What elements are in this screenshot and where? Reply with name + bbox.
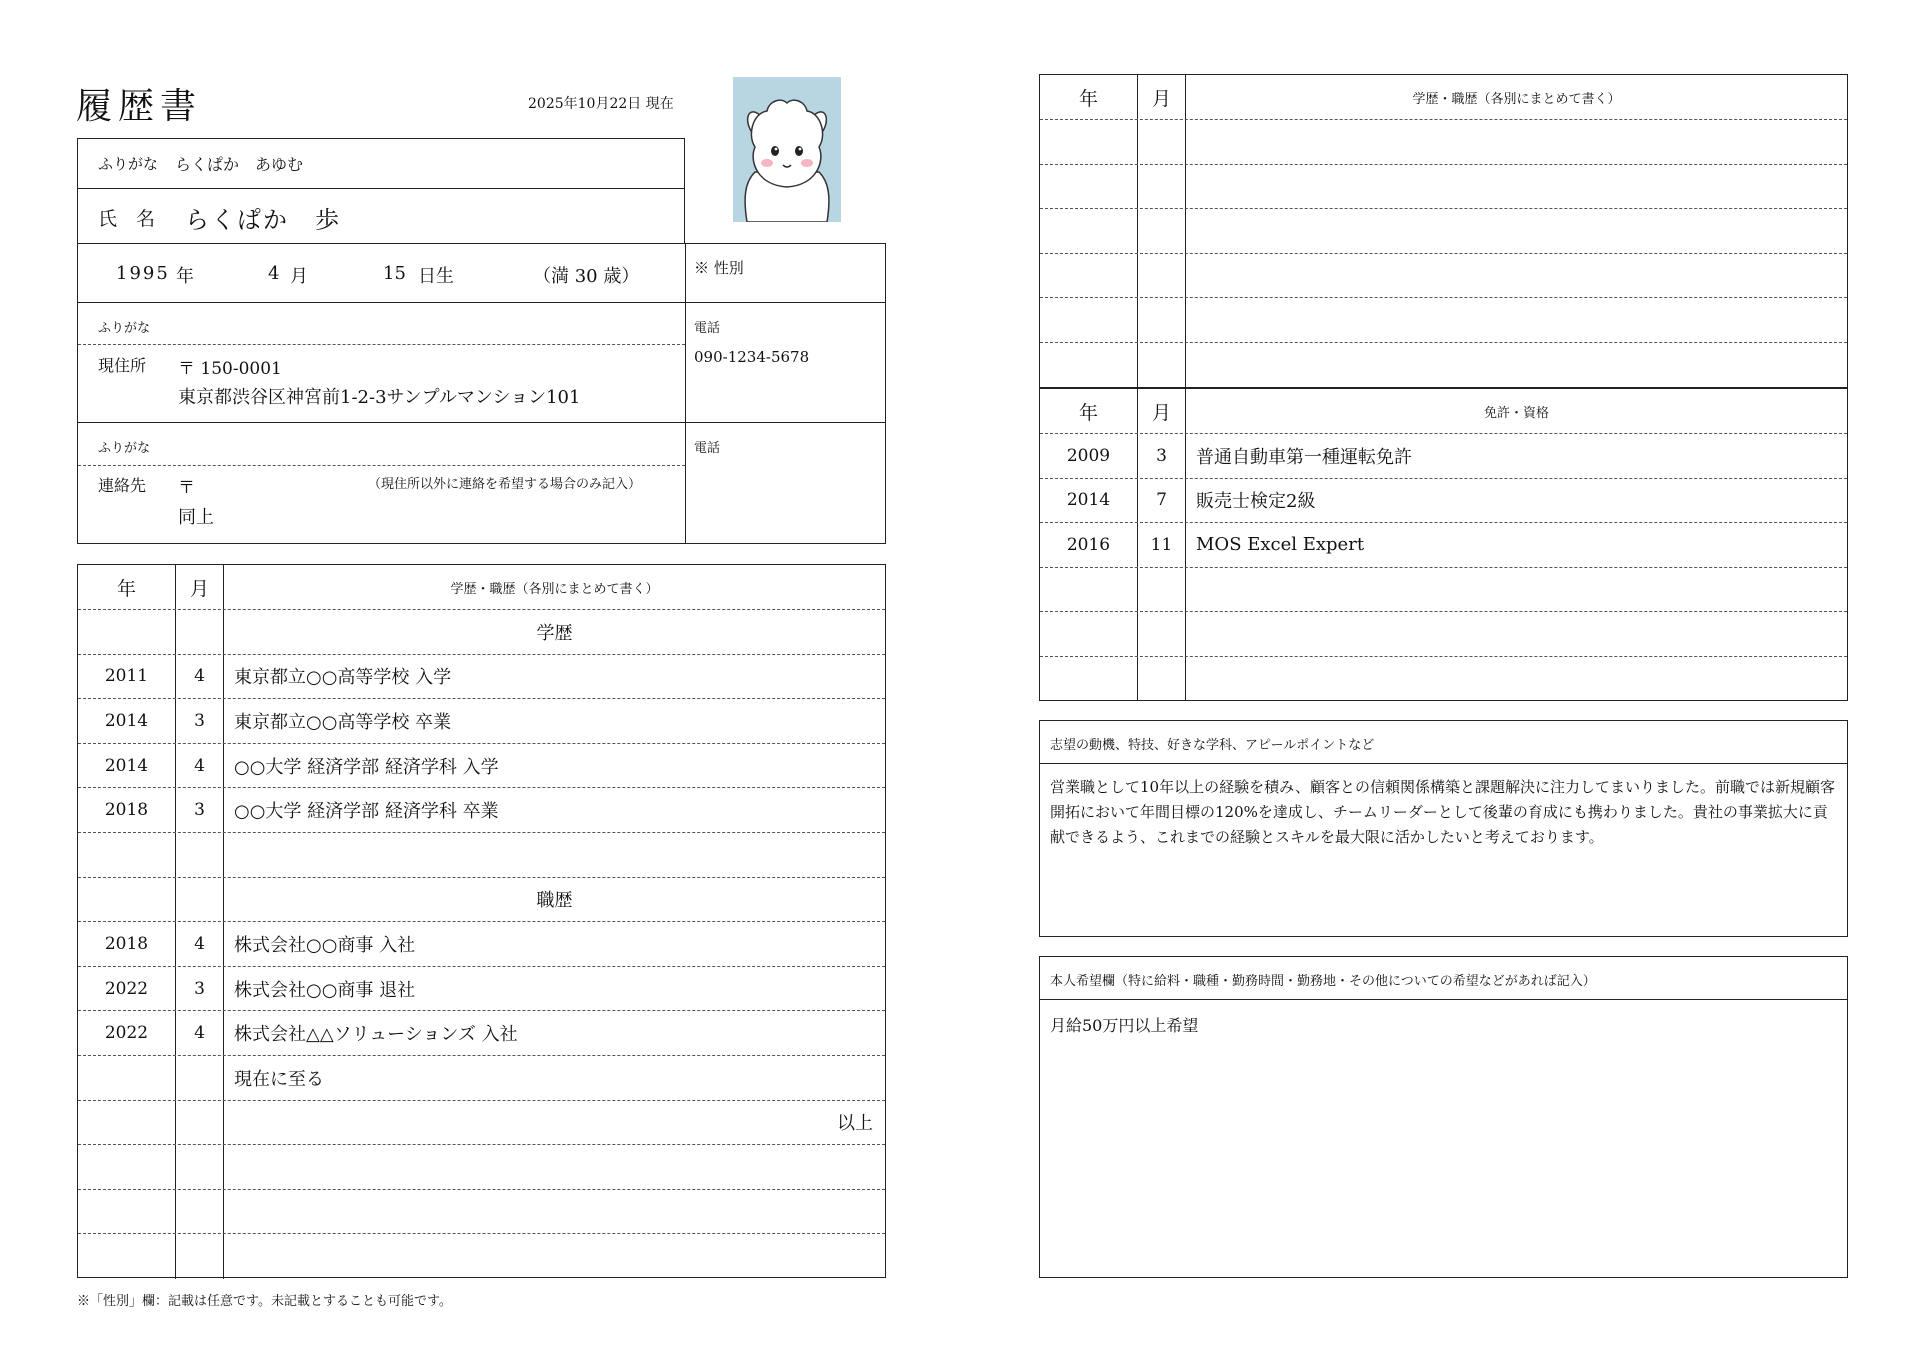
row-year: 2014	[78, 699, 176, 743]
row-year	[78, 833, 176, 877]
row-month: 3	[176, 699, 224, 743]
row-month: 4	[176, 744, 224, 788]
row-text: 株式会社○○商事 退社	[234, 979, 416, 1001]
row-year	[78, 610, 176, 654]
right-header-text: 学歴・職歴（各別にまとめて書く）	[1412, 91, 1621, 107]
table-row	[1040, 120, 1847, 165]
row-year	[1040, 612, 1138, 656]
contact-postal: 〒	[178, 478, 195, 498]
row-month	[176, 1056, 224, 1100]
row-text	[224, 833, 885, 877]
row-text: 学歴	[536, 622, 573, 644]
birth-month: 4	[268, 263, 280, 284]
row-text: ○○大学 経済学部 経済学科 卒業	[234, 801, 499, 823]
row-text	[1186, 657, 1847, 702]
row-text: 現在に至る	[234, 1068, 324, 1090]
name-furigana: らくぱか あゆむ	[175, 155, 304, 174]
row-year: 2014	[1040, 479, 1138, 523]
address-furigana-label: ふりがな	[98, 321, 151, 336]
row-month	[176, 610, 224, 654]
phone-value: 090-1234-5678	[694, 348, 810, 366]
header-text: 学歴・職歴（各別にまとめて書く）	[450, 581, 659, 597]
row-text: 職歴	[536, 890, 573, 912]
row-year	[78, 1190, 176, 1234]
table-row	[1040, 479, 1847, 524]
row-month	[1138, 165, 1186, 209]
table-row	[1040, 657, 1847, 702]
table-row	[78, 1056, 885, 1101]
row-text	[1186, 568, 1847, 612]
row-text	[1186, 612, 1847, 656]
row-month	[1138, 657, 1186, 702]
row-month	[1138, 254, 1186, 298]
furigana-label: ふりがな	[98, 155, 159, 173]
row-text	[1186, 343, 1847, 388]
row-month	[1138, 120, 1186, 164]
row-month	[1138, 568, 1186, 612]
name-label: 氏 名	[98, 208, 156, 230]
contact-line: 同上	[178, 507, 214, 528]
row-month	[176, 833, 224, 877]
age-text: （満 30 歳）	[533, 266, 640, 287]
row-month: 11	[1138, 523, 1186, 567]
row-month	[176, 1101, 224, 1145]
birth-row	[77, 243, 886, 303]
table-row	[78, 788, 885, 833]
row-text: 販売士検定2級	[1196, 491, 1316, 513]
row-text: 株式会社○○商事 入社	[234, 934, 416, 956]
table-row	[1040, 209, 1847, 254]
row-month: 3	[1138, 434, 1186, 478]
license-table	[1039, 387, 1848, 701]
contact-phone-label: 電話	[694, 441, 721, 456]
row-year: 2018	[78, 922, 176, 966]
row-year	[78, 878, 176, 922]
contact-block	[77, 422, 886, 544]
table-row	[1040, 254, 1847, 299]
row-year	[1040, 120, 1138, 164]
wishes-text: 月給50万円以上希望	[1050, 1016, 1199, 1035]
row-year: 2011	[78, 655, 176, 699]
row-month	[1138, 343, 1186, 388]
row-month	[176, 878, 224, 922]
row-text	[224, 1145, 885, 1189]
alpaca-icon	[733, 77, 841, 222]
table-row	[78, 1011, 885, 1056]
table-row	[1040, 343, 1847, 388]
row-year	[1040, 657, 1138, 702]
row-year	[78, 1234, 176, 1279]
row-month: 3	[176, 788, 224, 832]
right-header-month: 月	[1138, 75, 1186, 119]
row-text: MOS Excel Expert	[1196, 534, 1365, 556]
table-row	[78, 1190, 885, 1235]
contact-furigana-label: ふりがな	[98, 441, 151, 456]
table-row	[78, 610, 885, 655]
table-row	[78, 922, 885, 967]
row-month	[1138, 209, 1186, 253]
row-month	[1138, 298, 1186, 342]
row-month: 3	[176, 967, 224, 1011]
address-line: 東京都渋谷区神宮前1-2-3サンプルマンション101	[178, 387, 581, 408]
birth-day: 15	[383, 263, 406, 284]
contact-label: 連絡先	[98, 476, 147, 495]
birth-year-unit: 年	[176, 266, 194, 287]
table-row	[78, 1101, 885, 1146]
row-text	[1186, 120, 1847, 164]
wishes-label: 本人希望欄（特に給料・職種・勤務時間・勤務地・その他についての希望などがあれば記入）	[1050, 974, 1596, 989]
row-year	[1040, 254, 1138, 298]
row-text	[1186, 254, 1847, 298]
motivation-text: 営業職として10年以上の経験を積み、顧客との信頼関係構築と課題解決に注力してまいりました。前職では新規顧客開拓において年間目標の120%を達成し、チームリーダーとして後輩の育成にも携わりました。貴社の事業拡大に貢献できるよう、これまでの経験とスキルを最大限に活かしたいと考えております。	[1050, 778, 1835, 846]
row-text	[1186, 209, 1847, 253]
row-month	[1138, 612, 1186, 656]
right-header-year: 年	[1040, 75, 1138, 119]
row-text: 東京都立○○高等学校 入学	[234, 667, 452, 689]
license-header-month: 月	[1138, 389, 1186, 433]
row-month	[176, 1145, 224, 1189]
table-row	[78, 1234, 885, 1279]
row-month: 4	[176, 655, 224, 699]
row-year	[1040, 165, 1138, 209]
right-history-table	[1039, 74, 1848, 388]
row-year	[78, 1101, 176, 1145]
row-text	[224, 1190, 885, 1234]
motivation-block	[1039, 720, 1848, 937]
header-year: 年	[78, 565, 176, 609]
row-year: 2009	[1040, 434, 1138, 478]
row-month	[176, 1190, 224, 1234]
birth-day-unit: 日生	[418, 266, 454, 287]
motivation-label: 志望の動機、特技、好きな学科、アピールポイントなど	[1050, 738, 1375, 753]
table-row	[78, 967, 885, 1012]
table-row	[1040, 568, 1847, 613]
row-year: 2016	[1040, 523, 1138, 567]
table-row	[1040, 434, 1847, 479]
page-title: 履歴書	[76, 86, 203, 127]
contact-note: （現住所以外に連絡を希望する場合のみ記入）	[368, 477, 642, 492]
name-value: らくぱか 歩	[185, 206, 341, 234]
row-month	[176, 1234, 224, 1279]
license-header-year: 年	[1040, 389, 1138, 433]
address-block	[77, 302, 886, 423]
table-row	[78, 1145, 885, 1190]
row-year	[78, 1056, 176, 1100]
right-history-header	[1040, 75, 1847, 120]
row-year: 2014	[78, 744, 176, 788]
birth-year: 1995	[116, 263, 170, 284]
row-year	[1040, 298, 1138, 342]
table-row	[78, 878, 885, 923]
table-row	[78, 655, 885, 700]
address-label: 現住所	[98, 356, 147, 375]
footnote: ※「性別」欄：記載は任意です。未記載とすることも可能です。	[77, 1294, 452, 1309]
table-row	[78, 744, 885, 789]
row-text	[224, 1234, 885, 1279]
table-row	[1040, 298, 1847, 343]
row-month: 4	[176, 922, 224, 966]
row-year	[1040, 568, 1138, 612]
row-text: 東京都立○○高等学校 卒業	[234, 711, 452, 733]
row-month: 4	[176, 1011, 224, 1055]
address-postal: 〒 150-0001	[178, 359, 282, 379]
wishes-block	[1039, 956, 1848, 1278]
birth-month-unit: 月	[290, 266, 308, 287]
row-year: 2022	[78, 1011, 176, 1055]
row-year	[1040, 209, 1138, 253]
license-header-text: 免許・資格	[1483, 405, 1549, 421]
row-text: ○○大学 経済学部 経済学科 入学	[234, 756, 499, 778]
row-text	[1186, 165, 1847, 209]
history-header	[78, 565, 885, 610]
license-header	[1040, 389, 1847, 434]
date-now: 2025年10月22日 現在	[528, 96, 674, 112]
phone-label: 電話	[694, 321, 721, 336]
table-row	[1040, 523, 1847, 568]
name-block	[77, 138, 685, 244]
table-row	[1040, 165, 1847, 210]
table-row	[1040, 612, 1847, 657]
row-year: 2022	[78, 967, 176, 1011]
header-month: 月	[176, 565, 224, 609]
row-text: 株式会社△△ソリューションズ 入社	[234, 1024, 518, 1046]
row-year	[1040, 343, 1138, 388]
row-year	[78, 1145, 176, 1189]
row-year: 2018	[78, 788, 176, 832]
table-row	[78, 699, 885, 744]
row-text: 普通自動車第一種運転免許	[1196, 446, 1412, 468]
table-row	[78, 833, 885, 878]
row-text	[1186, 298, 1847, 342]
photo	[733, 77, 841, 222]
gender-label: ※ 性別	[694, 259, 744, 277]
history-table	[77, 564, 886, 1278]
row-text: 以上	[837, 1113, 873, 1135]
row-month: 7	[1138, 479, 1186, 523]
